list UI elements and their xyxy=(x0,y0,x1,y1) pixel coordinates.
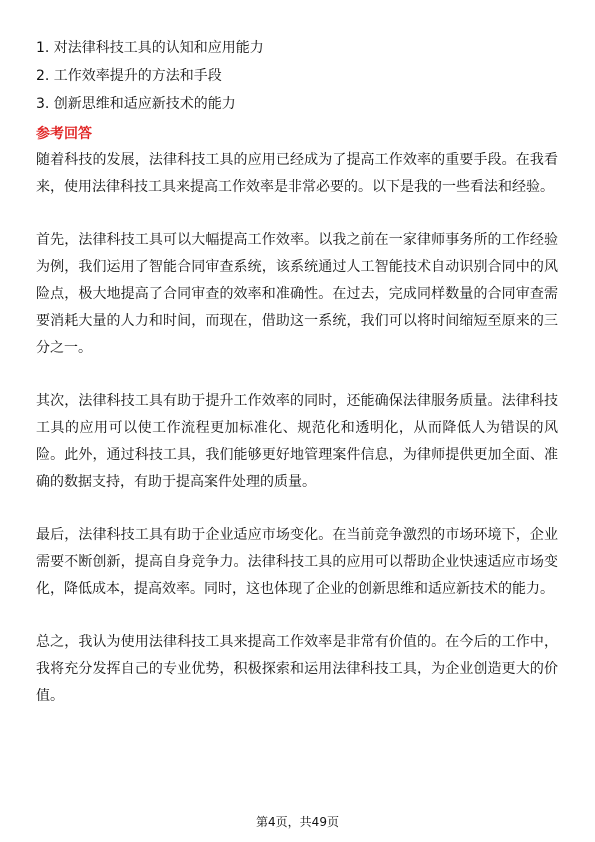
paragraph-first: 首先，法律科技工具可以大幅提高工作效率。以我之前在一家律师事务所的工作经验为例，我们运用了智能合同审查系统，该系统通过人工智能技术自动识别合同中的风险点，极大地提高了合同审查的效率和准确性。在过去，完成同样数量的合同审查需要消耗大量的人力和时间，而现在，借助这一系统，我们可以将时间缩短至原来的三分之一。 xyxy=(36,232,558,356)
paragraph-conclusion: 总之，我认为使用法律科技工具来提高工作效率是非常有价值的。在今后的工作中，我将充分发挥自己的专业优势，积极探索和运用法律科技工具，为企业创造更大的价值。 xyxy=(36,634,558,704)
list-item: 3. 创新思维和适应新技术的能力 xyxy=(36,96,236,112)
question-points-list xyxy=(36,34,556,118)
list-item: 1. 对法律科技工具的认知和应用能力 xyxy=(36,40,264,56)
paragraph-last: 最后，法律科技工具有助于企业适应市场变化。在当前竞争激烈的市场环境下，企业需要不断创新，提高自身竞争力。法律科技工具的应用可以帮助企业快速适应市场变化，降低成本，提高效率。同时，这也体现了企业的创新思维和适应新技术的能力。 xyxy=(36,527,558,597)
answer-body xyxy=(36,147,558,710)
list-item: 2. 工作效率提升的方法和手段 xyxy=(36,68,222,84)
page-number: 第4页，共49页 xyxy=(256,815,339,829)
paragraph-second: 其次，法律科技工具有助于提升工作效率的同时，还能确保法律服务质量。法律科技工具的应用可以使工作流程更加标准化、规范化和透明化，从而降低人为错误的风险。此外，通过科技工具，我们能够更好地管理案件信息，为律师提供更加全面、准确的数据支持，有助于提高案件处理的质量。 xyxy=(36,393,558,490)
answer-heading: 参考回答 xyxy=(36,126,92,142)
paragraph-intro: 随着科技的发展，法律科技工具的应用已经成为了提高工作效率的重要手段。在我看来，使用法律科技工具来提高工作效率是非常必要的。以下是我的一些看法和经验。 xyxy=(36,152,558,195)
